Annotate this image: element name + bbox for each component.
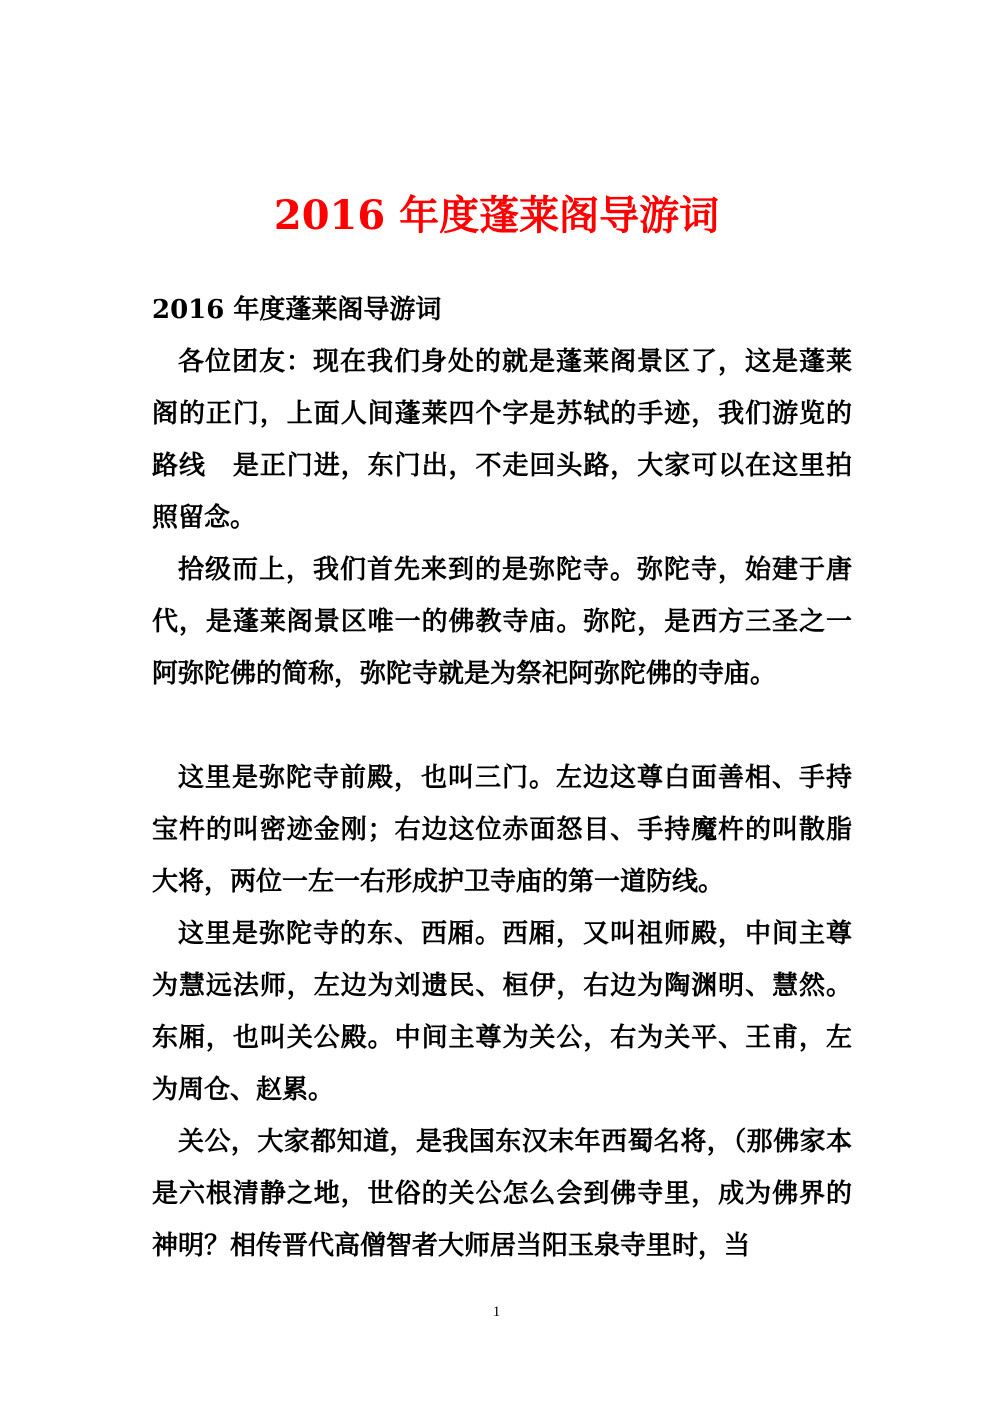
paragraph-2: 拾级而上，我们首先来到的是弥陀寺。弥陀寺，始建于唐代，是蓬莱阁景区唯一的佛教寺庙。弥陀，是西方三圣之一阿弥陀佛的简称，弥陀寺就是为祭祀阿弥陀佛的寺庙。 (152, 555, 852, 689)
document-title: 2016 年度蓬莱阁导游词 (273, 192, 720, 239)
paragraph-1: 各位团友：现在我们身处的就是蓬莱阁景区了，这是蓬莱阁的正门，上面人间蓬莱四个字是苏轼的手迹，我们游览的路线 是正门进，东门出，不走回头路，大家可以在这里拍照留念。 (152, 347, 852, 533)
paragraph-4: 这里是弥陀寺的东、西厢。西厢，又叫祖师殿，中间主尊为慧远法师，左边为刘遗民、桓伊，右边为陶渊明、慧然。东厢，也叫关公殿。中间主尊为关公，右为关平、王甫，左为周仓、赵累。 (152, 919, 852, 1105)
paragraph-3: 这里是弥陀寺前殿，也叫三门。左边这尊白面善相、手持宝杵的叫密迹金刚；右边这位赤面怒目、手持魔杵的叫散脂大将，两位一左一右形成护卫寺庙的第一道防线。 (152, 763, 852, 897)
document-body (152, 284, 852, 1272)
document-subtitle: 2016 年度蓬莱阁导游词 (152, 295, 442, 325)
paragraph-spacer (152, 700, 852, 752)
page-number: 1 (492, 1304, 501, 1320)
paragraph-5: 关公，大家都知道，是我国东汉末年西蜀名将，（那佛家本是六根清静之地，世俗的关公怎么会到佛寺里，成为佛界的神明？相传晋代高僧智者大师居当阳玉泉寺里时，当 (152, 1127, 852, 1261)
